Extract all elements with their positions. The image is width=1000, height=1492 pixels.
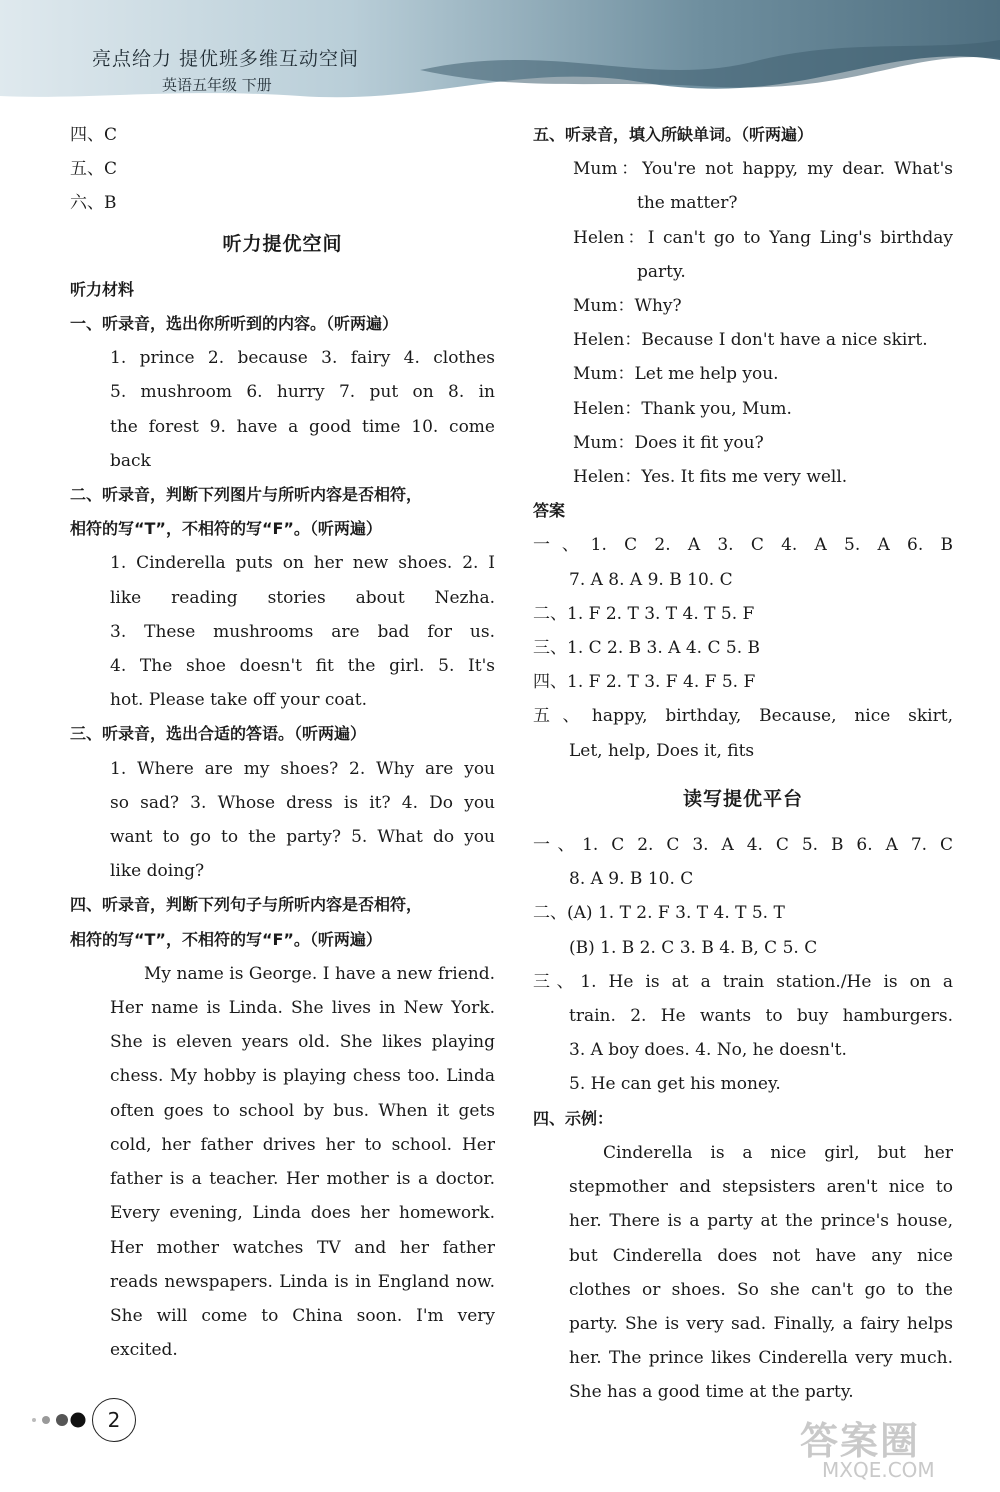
speaker: Helen： <box>573 398 642 419</box>
watermark-text: 答案圈 <box>800 1419 921 1463</box>
question-title: 五、听录音，填入所缺单词。（听两遍） <box>533 125 814 144</box>
dialogue-line <box>533 289 953 323</box>
material-line: 1. Where are my shoes? 2. Why are you <box>110 758 495 779</box>
material-line: 3. These mushrooms are bad for us. <box>110 621 495 642</box>
answer-line: (B) 1. B 2. C 3. B 4. B, C 5. C <box>569 937 818 958</box>
material-line: 5. mushroom 6. hurry 7. put on 8. in <box>110 382 495 403</box>
answer-line: 一、1. C 2. C 3. A 4. C 5. B 6. A 7. C <box>533 835 953 856</box>
speaker: Mum： <box>573 432 635 453</box>
watermark-url: MXQE.COM <box>822 1458 935 1482</box>
material-line: back <box>110 450 151 471</box>
speaker: Mum： <box>573 159 643 180</box>
dialogue-line: party. <box>637 261 686 282</box>
answer-line: 一、1. C 2. A 3. C 4. A 5. A 6. B <box>533 535 953 556</box>
sample-essay: Cinderella is a nice girl, but her stepmother and stepsisters aren't nice to her. There is a party at the prince's house, but Cinderella does not have any nice clothes or shoes. So she can't go to the party. She is very sad. Finally, a fairy helps her. The prince likes Cinderella very much. She has a good time at the party. <box>569 1142 953 1403</box>
right-column <box>533 118 953 1410</box>
material-line: like reading stories about Nezha. <box>110 587 495 608</box>
utterance: Does it fit you? <box>634 432 764 453</box>
section-title-reading-writing: 读写提优平台 <box>682 787 803 810</box>
answer-line: 五、happy, birthday, Because, nice skirt, <box>533 706 953 727</box>
material-line: the forest 9. have a good time 10. come <box>110 416 495 437</box>
header-subtitle: 英语五年级 下册 <box>162 76 272 94</box>
dialogue-line <box>533 426 953 460</box>
answer-line: 3. A boy does. 4. No, he doesn't. <box>569 1040 847 1061</box>
answer-line: 二、1. F 2. T 3. T 4. T 5. F <box>533 603 755 624</box>
speaker: Mum： <box>573 364 635 385</box>
dialogue-line <box>533 323 953 357</box>
left-column <box>70 118 495 1367</box>
page-number: 2 <box>92 1398 136 1442</box>
question-title: 相符的写“T”，不相符的写“F”。（听两遍） <box>70 929 382 949</box>
watermark-logo <box>800 1410 985 1490</box>
dialogue-line <box>533 221 953 255</box>
material-line: 1. Cinderella puts on her new shoes. 2. I <box>110 553 495 574</box>
answer-line: 7. A 8. A 9. B 10. C <box>569 569 733 590</box>
materials-label: 听力材料 <box>70 279 135 299</box>
utterance: Let me help you. <box>634 364 779 385</box>
utterance: Because I don't have a nice skirt. <box>641 330 928 351</box>
dialogue <box>533 152 953 494</box>
decorative-dots-icon <box>28 1412 88 1428</box>
answer-line: 六、B <box>70 193 117 214</box>
question-title: 一、听录音，选出你所听到的内容。（听两遍） <box>70 314 399 334</box>
answer-line: train. 2. He wants to buy hamburgers. <box>569 1006 953 1027</box>
utterance: Why? <box>634 296 682 317</box>
header-title: 亮点给力 提优班多维互动空间 <box>92 48 360 70</box>
utterance: Yes. It fits me very well. <box>641 467 848 488</box>
question-title: 相符的写“T”，不相符的写“F”。（听两遍） <box>70 519 382 539</box>
speaker: Mum： <box>573 296 635 317</box>
answer-line: 8. A 9. B 10. C <box>569 869 694 890</box>
material-line: 4. The shoe doesn't fit the girl. 5. It's <box>110 656 495 677</box>
answers-label: 答案 <box>533 501 566 521</box>
material-line: 1. prince 2. because 3. fairy 4. clothes <box>110 348 495 369</box>
question-title: 二、听录音，判断下列图片与所听内容是否相符， <box>70 485 423 505</box>
dialogue-line <box>533 152 953 186</box>
answer-line: 5. He can get his money. <box>569 1074 781 1095</box>
material-line: like doing? <box>110 861 205 882</box>
answer-line: 五、C <box>70 159 118 180</box>
dialogue-line <box>533 357 953 391</box>
dialogue-line: the matter? <box>637 193 738 214</box>
dialogue-line <box>533 392 953 426</box>
question-title: 三、听录音，选出合适的答语。（听两遍） <box>70 724 367 744</box>
dialogue-line <box>533 460 953 494</box>
answer-line: 三、1. C 2. B 3. A 4. C 5. B <box>533 638 761 659</box>
speaker: Helen： <box>573 227 648 248</box>
utterance: Thank you, Mum. <box>641 398 792 419</box>
listening-passage: My name is George. I have a new friend. Her name is Linda. She lives in New York. She is eleven years old. She likes playing chess. My hobby is playing chess too. Linda often goes to school by bus. When it gets cold, her father drives her to school. Her father is a teacher. Her mother is a doctor. Every evening, Linda does her homework. Her mother watches TV and her father reads newspapers. Linda is in England now. She will come to China soon. I'm very excited. <box>110 963 495 1361</box>
material-line: so sad? 3. Whose dress is it? 4. Do you <box>110 792 495 813</box>
speaker: Helen： <box>573 330 642 351</box>
answer-line: Let, help, Does it, fits <box>569 740 755 761</box>
answer-line: 二、(A) 1. T 2. F 3. T 4. T 5. T <box>533 903 785 924</box>
section-title-listening: 听力提优空间 <box>222 232 343 255</box>
material-line: want to go to the party? 5. What do you <box>110 827 495 848</box>
answer-line: 四、1. F 2. T 3. F 4. F 5. F <box>533 672 756 693</box>
material-line: hot. Please take off your coat. <box>110 690 367 711</box>
answer-line: 四、C <box>70 125 118 145</box>
question-title: 四、听录音，判断下列句子与所听内容是否相符， <box>70 895 423 915</box>
utterance: I can't go to Yang Ling's birthday <box>647 227 953 248</box>
question-title: 四、示例： <box>533 1108 614 1128</box>
answer-line: 三、1. He is at a train station./He is on a <box>533 971 953 992</box>
speaker: Helen： <box>573 467 642 488</box>
utterance: You're not happy, my dear. What's <box>642 159 953 180</box>
